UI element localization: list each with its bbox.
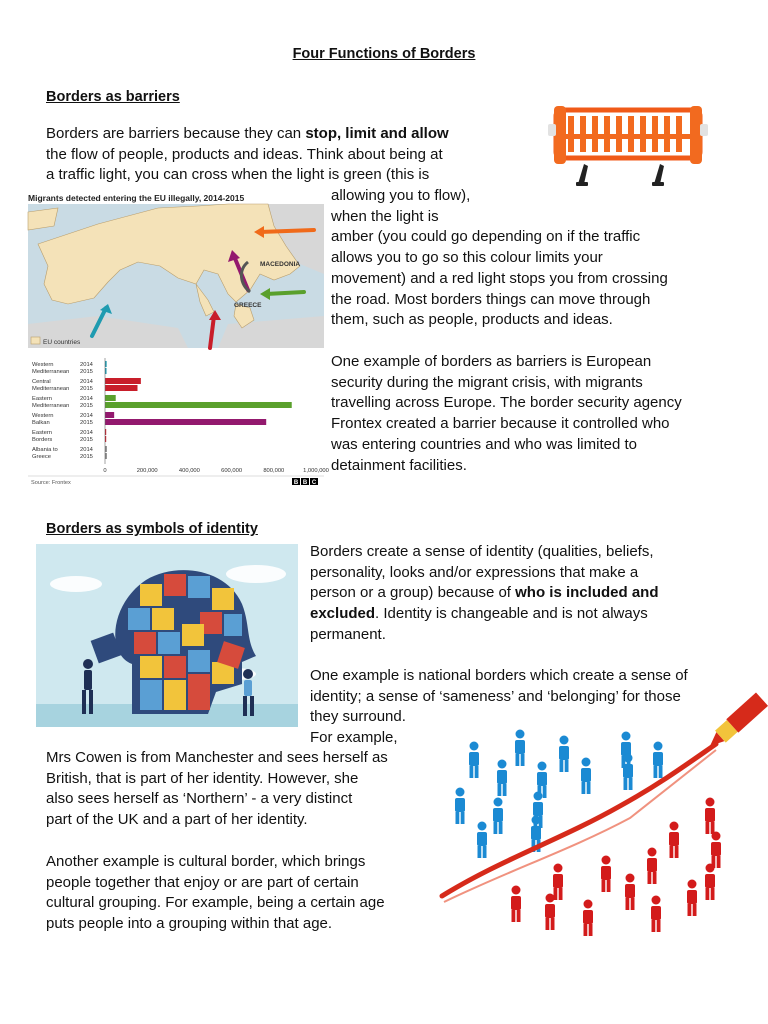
red-person-icon [601,856,611,893]
red-person-icon [511,886,521,923]
red-person-icon [625,874,635,911]
legend-eu-swatch [31,337,40,344]
blue-person-icon [497,760,507,797]
red-person-icon [711,832,721,869]
blue-person-icon [559,736,569,773]
red-person-icon [705,864,715,901]
category-label: Eastern [32,430,52,436]
barriers-example-line-2: travelling across Europe. The border security agency [331,394,682,412]
identity-line-1: personality, looks and/or expressions that make a [310,563,639,581]
barriers-text-top [46,124,449,186]
series-year-label: 2014 [80,362,93,368]
red-person-icon [553,864,563,901]
category-label: Borders [32,437,53,443]
barriers-example-line-1: security during the migrant crisis, with migrants [331,373,643,391]
category-label: Albania to [32,447,58,453]
series-year-label: 2014 [80,413,93,419]
cowen-line-2: also sees herself as ‘Northern’ - a very distinct [46,790,353,808]
cowen-line-3: part of the UK and a part of her identity. [46,811,308,829]
barriers-line-3: allowing you to flow), [331,187,471,204]
europe-map [28,204,324,348]
category-label: Western [32,362,54,368]
bar [105,385,137,391]
cultural-line-2: cultural grouping. For example, being a certain age [46,894,385,912]
identity-example-line-0: One example is national borders which create a sense of [310,667,688,684]
barriers-example-text [331,352,682,476]
blue-person-icon [515,730,525,767]
red-person-icon [647,848,657,885]
series-year-label: 2014 [80,379,93,385]
cultural-line-3: puts people into a grouping within that age. [46,915,333,933]
crowd-barrier-image [548,98,708,188]
blue-person-icon [455,788,465,825]
barriers-text-right [331,186,668,331]
bar [105,395,116,401]
bbc-letter: B [293,480,299,486]
barriers-example-line-0: One example of borders as barriers is European [331,353,652,370]
red-person-icon [705,798,715,835]
chart-source: Source: Frontex [31,480,71,486]
category-label: Mediterranean [32,403,70,409]
barriers-line-0: Borders are barriers because they can stop, limit and allow [46,125,449,142]
category-label: Balkan [32,420,50,426]
bar [105,378,141,384]
page-title: Four Functions of Borders [292,46,476,62]
category-label: Western [32,413,54,419]
category-label: Greece [32,454,52,460]
category-label: Mediterranean [32,386,70,392]
blue-person-icon [621,732,631,769]
barriers-heading: Borders as barriers [46,89,180,105]
barriers-line-4: when the light is [331,207,439,225]
series-year-label: 2015 [80,437,93,443]
bar [105,402,292,408]
bbc-letter: B [302,480,308,486]
red-person-icon [651,896,661,933]
map-title: Migrants detected entering the EU illegally, 2014-2015 [28,193,245,203]
identity-line-2: person or a group) because of who is included and [310,584,659,602]
series-year-label: 2014 [80,447,93,453]
barriers-example-line-4: was entering countries and who was limited to [331,435,637,453]
blue-person-icon [653,742,663,779]
identity-heading: Borders as symbols of identity [46,521,258,537]
barriers-line-7: movement) and a red light stops you from crossing [331,269,668,287]
identity-cowen-text [46,748,388,831]
blue-person-icon [623,754,633,791]
migrant-map [28,192,324,348]
cowen-line-1: British, that is part of her identity. However, she [46,769,359,787]
map-label-macedonia: MACEDONIA [260,261,301,268]
bar [105,412,114,418]
identity-text-top [310,542,658,646]
series-year-label: 2014 [80,396,93,402]
bar [105,419,266,425]
red-person-icon [545,894,555,931]
red-person-icon [669,822,679,859]
arrow-eastern-med [266,292,304,294]
barriers-line-5: amber (you could go depending on if the traffic [331,228,641,246]
cowen-line-0: Mrs Cowen is from Manchester and sees herself as [46,749,388,766]
barriers-line-8: the road. Most borders things can move through [331,290,651,308]
cultural-line-1: people together that enjoy or are part of certain [46,873,359,891]
x-tick-label: 400,000 [178,468,200,474]
identity-example-line-3: For example, [310,729,398,747]
blue-person-icon [581,758,591,795]
series-year-label: 2015 [80,403,93,409]
barriers-line-9: them, such as people, products and ideas. [331,311,613,329]
category-label: Eastern [32,396,52,402]
x-tick-label: 800,000 [263,468,285,474]
x-tick-label: 0 [103,468,107,474]
x-tick-label: 600,000 [221,468,243,474]
blue-person-icon [493,798,503,835]
series-year-label: 2015 [80,386,93,392]
series-year-label: 2014 [80,430,93,436]
barriers-line-1: the flow of people, products and ideas. Think about being at [46,145,443,163]
map-label-greece: GREECE [234,302,262,309]
identity-cultural-text [46,852,385,935]
identity-line-4: permanent. [310,625,386,643]
x-tick-label: 1,000,000 [303,468,329,474]
divided-people-image [440,710,740,930]
identity-example-line-1: identity; a sense of ‘sameness’ and ‘belonging’ for those [310,687,681,705]
legend-eu-label: EU countries [43,339,81,346]
identity-line-0: Borders create a sense of identity (qualities, beliefs, [310,543,654,560]
red-person-icon [687,880,697,917]
x-tick-label: 200,000 [136,468,158,474]
identity-example-line-2: they surround. [310,708,406,726]
identity-line-3: excluded. Identity is changeable and is not always [310,605,648,623]
category-label: Mediterranean [32,369,70,375]
series-year-label: 2015 [80,369,93,375]
barriers-example-line-5: detainment facilities. [331,456,467,474]
blue-person-icon [477,822,487,859]
blue-person-icon [469,742,479,779]
migrant-bar-chart [28,358,329,496]
barriers-line-2: a traffic light, you can cross when the light is green (this is [46,166,430,184]
barriers-line-6: allows you to go so this colour limits your [331,249,603,267]
series-year-label: 2015 [80,420,93,426]
cultural-line-0: Another example is cultural border, which brings [46,853,366,870]
series-year-label: 2015 [80,454,93,460]
arrow-eastern-borders [260,230,314,232]
category-label: Central [32,379,51,385]
barriers-example-line-3: Frontex created a barrier because it controlled who [331,415,670,433]
puzzle-head-image [36,544,298,727]
bbc-letter: C [311,480,317,486]
red-person-icon [583,900,593,937]
